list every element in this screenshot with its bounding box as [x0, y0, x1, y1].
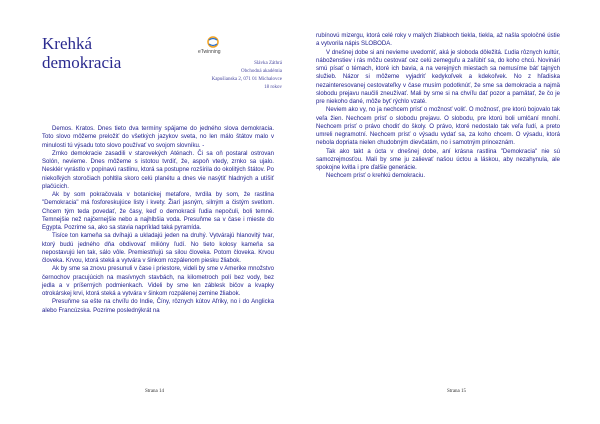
paragraph: Demos. Kratos. Dnes tieto dva termíny spájame do jedného slova demokracia. Toto slovo môžeme preložiť do všetkých jazykov sveta, no len málo štátov malo v minulosti tú výsadu toto slovo používať vo svojom slovníku. -: [42, 126, 274, 149]
paragraph: rubínovú mizergu, ktorá celé roky v malých žliabkoch tiekla, tiekla, až našla spoločné ústie a vytvorila nápis SLOBODA.: [316, 33, 560, 48]
author-block: [212, 60, 282, 92]
author-name: Slávka Záthrá: [254, 61, 282, 66]
right-body-text: [316, 32, 560, 181]
page-number-left: Strana 14: [145, 389, 165, 394]
author-address: Kapušianska 2, 071 01 Michalovce: [211, 77, 282, 82]
paragraph: Tisíce ton kameňa sa dvíhajú a ukladajú jeden na druhý. Vytvárajú hlanovitý tvar, ktorý budú jedného dňa obdivovať milióny ľudí. No tieto kolosy kameňa sa nepostavujú len tak, sálo vôle. Premiestňujú sa silou človeka. Potom človeka. Krvou človeka. Krvou, ktorá steká a vytvára v šinkom rozpálenom piesku žliabok.: [42, 233, 274, 264]
author-school: Obchodná akadémia: [241, 69, 282, 74]
paragraph: Neviem ako vy, no ja nechcem prísť o možnosť voliť. O možnosť, pre ktorú bojovalo tak veľa žien. Nechcem prísť o slobodu prejavu. O slobodu, pre ktorú boli umlčaní mnohí. Nechcem prísť o právo chodiť do školy. O právo, ktoré nedostalo tak veľa ľudí, a preto umreli negramotní. Nechcem prísť o výsadu vydať sa, za koho chcem. O výsadu, ktorá nebola dopriata nielen chudobným dievčatám, no i samotným princeznám.: [316, 107, 560, 147]
article-title: Krehká demokracia: [42, 34, 122, 72]
paragraph: Tak ako takt a úcta v dnešnej dobe, aní krásna rastlina "Demokracia" nie sú samozrejmosťou. Mali by sme ju zalievať našou úctou a láskou, aby nezahynula, ale spokojne kvitla i pre ďalšie generácie.: [316, 148, 560, 171]
paragraph: Zrnko demokracie zasadili v starovekých Aténach. Či sa oň postaral ostrovan Solón, nevieme. Dnes môžeme s istotou tvrdiť, že, aspoň vtedy, zrnko sa ujalo. Nesklér vyrástlo v popínavú rastlinu, ktorá sa postupne rozšírila do okolitých štátov. Po niekoľkých storočiach pohltila skoro celú planétu a dnes vie nasýtiť hladných a utíšiť plačúcich.: [42, 150, 274, 190]
author-age: 18 rokov: [264, 85, 282, 90]
paragraph: Nechcem prísť o krehkú demokraciu.: [326, 173, 426, 180]
logo-text: eTwinning: [198, 49, 221, 55]
page-number-right: Strana 15: [447, 389, 467, 394]
left-body-text: [42, 125, 274, 315]
paragraph: V dnešnej dobe si ani nevieme uvedomiť, aká je sloboda dôležitá. Ľudia rôznych kultúr, náboženstiev i rás môžu cestovať cez celú zemeguľu a zaľúbiť sa, do koho chcú. Novinári smú písať o témach, ktoré ich bavia, a na verejných miestach sa nemusíme báť tajných služieb. Názor si môžeme vyjadriť kedykoľvek a kdekoľvek. No z hľadiska nezainteresovanej cestovateľky v čase musím podotknúť, že sme sa demokracia a najmä slobodu prejavu naučili zneužívať. Mali by sme si na chvíľu dať pozor a pamätať, že čo je pre niekoho dané, môže byť rýchlo vzaté.: [316, 49, 560, 105]
paragraph: Ak by som pokračovala v botanickej metafore, tvrdila by som, že rastlina "Demokracia" má fosforeskujúce listy i kvety. Žiarí jasným, silným a čistým svetlom. Chcem tým teda povedať, že časy, keď o demokracii ľudia nepočuli, boli temné. Temnejšie než najčernejšie nebo a najhlbšia voda. Presuňme sa v čase i mieste do Egypta. Pozrime sa, ako sa stavia napríklad taká pyramída.: [42, 192, 274, 231]
paragraph: Presuňme sa ešte na chvíľu do Indie, Číny, rôznych kútov Afriky, no i do Anglicka alebo Francúzska. Pozrime poslednýkrát na: [42, 299, 274, 314]
paragraph: Ak by sme sa znovu presunuli v čase i priestore, videli by sme v Amerike množstvo černochov pracujúcich na masívnych stavbách, na kilometroch polí bez vody, bez jedla a v príšerných podmienkach. Videli by sme len záblesk bičov a kvapky otrokárskej krvi, ktorá steká a vytvára v šinkom rozpálenej zemine žliabok.: [42, 266, 274, 297]
right-page: [300, 0, 600, 424]
